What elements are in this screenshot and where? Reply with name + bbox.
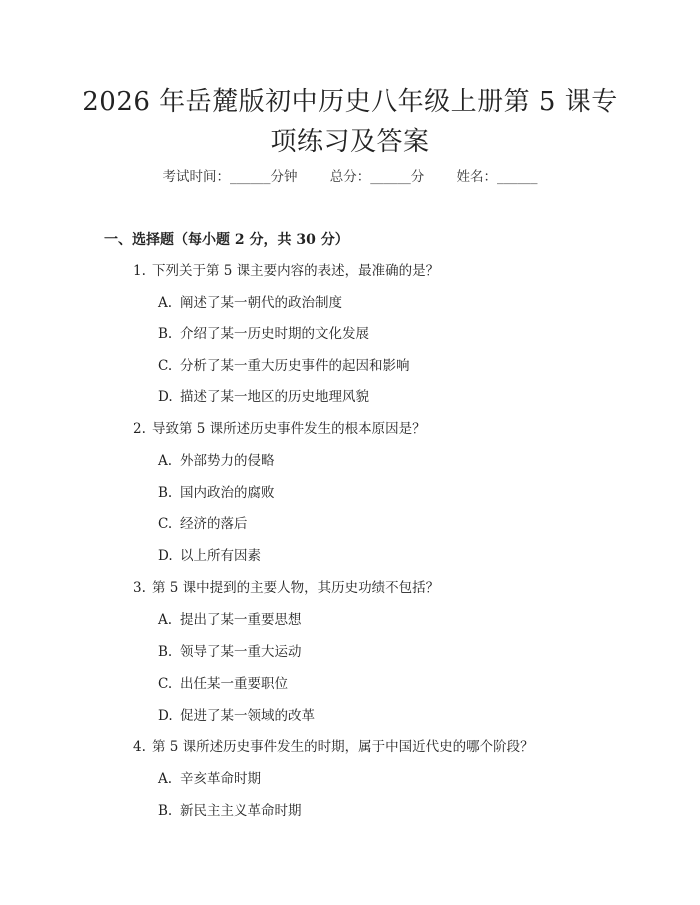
question-1-option-d <box>158 387 369 407</box>
question-1-option-c <box>158 356 410 376</box>
option-text: 国内政治的腐败 <box>180 485 275 501</box>
option-text: 介绍了某一历史时期的文化发展 <box>180 326 369 342</box>
question-1-option-a <box>158 293 342 313</box>
question-number: 1. <box>133 263 146 279</box>
question-number: 2. <box>133 421 146 437</box>
option-letter: A. <box>158 771 173 787</box>
question-2-option-d <box>158 546 261 566</box>
option-letter: A. <box>158 295 173 311</box>
question-number: 3. <box>133 580 146 596</box>
exam-time: 考试时间：______分钟 <box>162 169 298 185</box>
option-text: 促进了某一领域的改革 <box>180 708 315 724</box>
option-text: 辛亥革命时期 <box>180 771 261 787</box>
option-letter: A. <box>158 612 173 628</box>
option-text: 出任某一重要职位 <box>180 676 288 692</box>
question-3-option-d <box>158 706 315 726</box>
option-text: 提出了某一重要思想 <box>180 612 302 628</box>
option-letter: B. <box>158 326 173 342</box>
option-letter: D. <box>158 548 173 564</box>
option-letter: C. <box>158 516 173 532</box>
question-1 <box>133 261 439 281</box>
question-3 <box>133 578 439 598</box>
exam-total-score: 总分：______分 <box>329 169 425 185</box>
option-letter: A. <box>158 453 173 469</box>
option-text: 描述了某一地区的历史地理风貌 <box>180 389 369 405</box>
section-heading-multiple-choice: 一、选择题（每小题 2 分，共 30 分） <box>104 232 349 248</box>
document-title-line-2: 项练习及答案 <box>270 127 430 157</box>
question-text: 第 5 课中提到的主要人物，其历史功绩不包括？ <box>152 580 440 596</box>
option-letter: B. <box>158 644 173 660</box>
option-letter: D. <box>158 389 173 405</box>
option-letter: C. <box>158 676 173 692</box>
question-2-option-c <box>158 514 248 534</box>
question-4-option-a <box>158 769 261 789</box>
question-2-option-a <box>158 451 275 471</box>
question-3-option-a <box>158 610 302 630</box>
question-4-option-b <box>158 801 302 821</box>
option-letter: C. <box>158 358 173 374</box>
document-title-line-1: 2026 年岳麓版初中历史八年级上册第 5 课专 <box>82 87 618 117</box>
question-4 <box>133 737 534 757</box>
question-text: 导致第 5 课所述历史事件发生的根本原因是？ <box>152 421 426 437</box>
exam-info <box>0 167 700 187</box>
option-text: 以上所有因素 <box>180 548 261 564</box>
question-3-option-b <box>158 642 302 662</box>
option-text: 阐述了某一朝代的政治制度 <box>180 295 342 311</box>
question-number: 4. <box>133 739 146 755</box>
question-text: 下列关于第 5 课主要内容的表述，最准确的是？ <box>152 263 440 279</box>
option-letter: B. <box>158 485 173 501</box>
question-text: 第 5 课所述历史事件发生的时期，属于中国近代史的哪个阶段？ <box>152 739 534 755</box>
question-2 <box>133 419 426 439</box>
option-text: 经济的落后 <box>180 516 248 532</box>
exam-student-name: 姓名：______ <box>456 169 538 185</box>
option-text: 分析了某一重大历史事件的起因和影响 <box>180 358 410 374</box>
option-text: 领导了某一重大运动 <box>180 644 302 660</box>
option-letter: D. <box>158 708 173 724</box>
question-3-option-c <box>158 674 288 694</box>
option-text: 新民主主义革命时期 <box>180 803 302 819</box>
question-1-option-b <box>158 324 369 344</box>
option-letter: B. <box>158 803 173 819</box>
option-text: 外部势力的侵略 <box>180 453 275 469</box>
question-2-option-b <box>158 483 275 503</box>
